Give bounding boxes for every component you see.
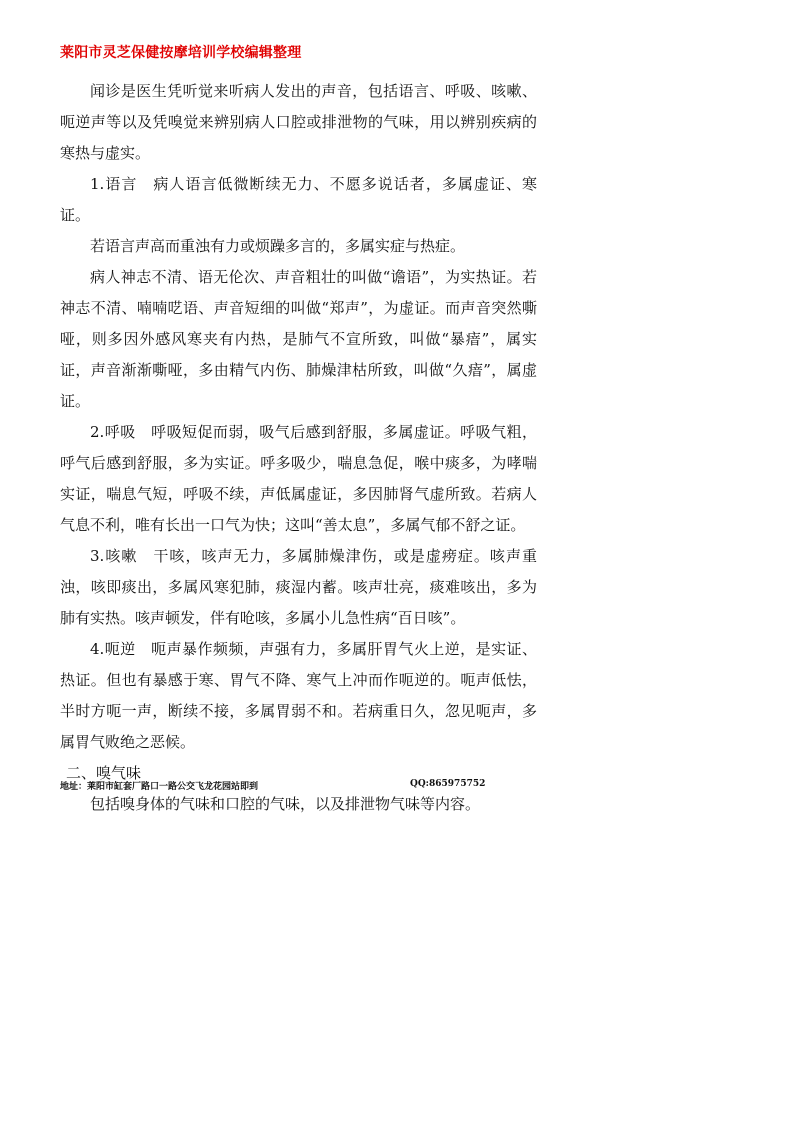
footer-qq: QQ:865975752 — [410, 779, 486, 789]
page-header-title: 莱阳市灵芝保健按摩培训学校编辑整理 — [60, 45, 302, 61]
paragraph-breathing: 2.呼吸 呼吸短促而弱，吸气后感到舒服，多属虚证。呼吸气粗，呼气后感到舒服，多为实证。呼多吸少，喘息急促，喉中痰多，为哮喘实证，喘息气短，呼吸不续，声低属虚证，多因肺肾气虚所致。若病人气息不利，唯有长出一口气为快；这叫“善太息”，多属气郁不舒之证。 — [60, 423, 537, 534]
paragraph-smell: 包括嗅身体的气味和口腔的气味，以及排泄物气味等内容。 — [90, 795, 481, 813]
paragraph-hiccup: 4.呃逆 呃声暴作频频，声强有力，多属肝胃气火上逆，是实证、热证。但也有暴感于寒、胃气不降、寒气上冲而作呃逆的。呃声低怯，半时方呃一声，断续不接，多属胃弱不和。若病重日久，忽见呃声，多属胃气败绝之恶候。 — [60, 640, 537, 751]
paragraph-speech: 1.语言 病人语言低微断续无力、不愿多说话者，多属虚证、寒证。 — [60, 175, 537, 224]
footer-address: 地址：莱阳市缸套厂路口一路公交飞龙花园站即到 — [60, 782, 259, 792]
paragraph-cough: 3.咳嗽 干咳，咳声无力，多属肺燥津伤，或是虚痨症。咳声重浊，咳即痰出，多属风寒犯肺，痰湿内蓄。咳声壮亮，痰难咳出，多为肺有实热。咳声顿发，伴有呛咳，多属小儿急性病“百日咳”。 — [60, 547, 537, 627]
paragraph-delirium: 病人神志不清、语无伦次、声音粗壮的叫做“谵语”，为实热证。若神志不清、喃喃呓语、声音短细的叫做“郑声”，为虚证。而声音突然嘶哑，则多因外感风寒夹有内热，是肺气不宣所致，叫做“暴瘖”，属实证，声音渐渐嘶哑，多由精气内伤、肺燥津枯所致，叫做“久瘖”，属虚证。 — [60, 268, 537, 410]
section-heading-smell: 二、嗅气味 — [66, 764, 142, 782]
body-text — [60, 76, 537, 820]
paragraph-intro: 闻诊是医生凭听觉来听病人发出的声音，包括语言、呼吸、咳嗽、呃逆声等以及凭嗅觉来辨别病人口腔或排泄物的气味，用以辨别疾病的寒热与虚实。 — [60, 82, 537, 162]
paragraph-speech-excess: 若语言声高而重浊有力或烦躁多言的，多属实症与热症。 — [90, 237, 466, 255]
